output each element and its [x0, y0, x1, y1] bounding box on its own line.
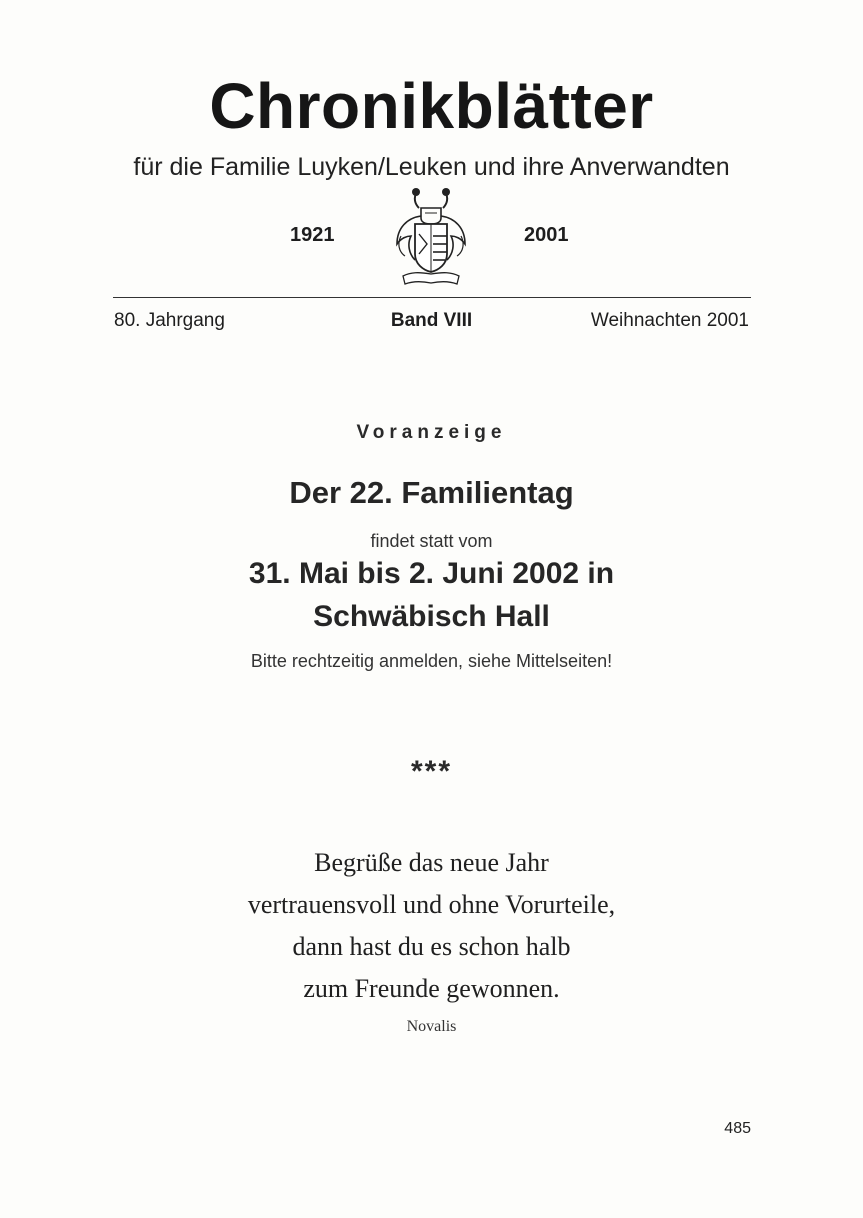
announcement-intro: findet statt vom	[370, 531, 493, 551]
masthead-title: Chronikblätter	[209, 70, 654, 142]
family-crest-icon	[387, 186, 475, 290]
announcement-place: Schwäbisch Hall	[313, 600, 550, 633]
announcement-headline: Der 22. Familientag	[289, 475, 574, 510]
announcement-kicker: Voranzeige	[356, 422, 507, 443]
quote-line: Begrüße das neue Jahr	[314, 848, 549, 877]
year-end: 2001	[524, 224, 569, 246]
masthead-subtitle: für die Familie Luyken/Leuken und ihre Anverwandten	[133, 153, 730, 181]
year-start: 1921	[290, 224, 335, 246]
volume-band: Band VIII	[390, 310, 473, 331]
quote-block	[0, 842, 863, 1010]
issue-label: Weihnachten 2001	[590, 310, 749, 331]
volume-year: 80. Jahrgang	[114, 310, 225, 331]
quote-author: Novalis	[406, 1018, 457, 1035]
header-divider	[113, 297, 751, 298]
quote-line: zum Freunde gewonnen.	[303, 974, 560, 1003]
announcement-date: 31. Mai bis 2. Juni 2002 in	[248, 557, 615, 590]
page-number: 485	[724, 1120, 751, 1137]
quote-line: dann hast du es schon halb	[292, 932, 571, 961]
section-divider: ***	[410, 755, 453, 788]
quote-line: vertrauensvoll und ohne Vorurteile,	[247, 890, 616, 919]
announcement-note: Bitte rechtzeitig anmelden, siehe Mittelseiten!	[250, 651, 613, 671]
